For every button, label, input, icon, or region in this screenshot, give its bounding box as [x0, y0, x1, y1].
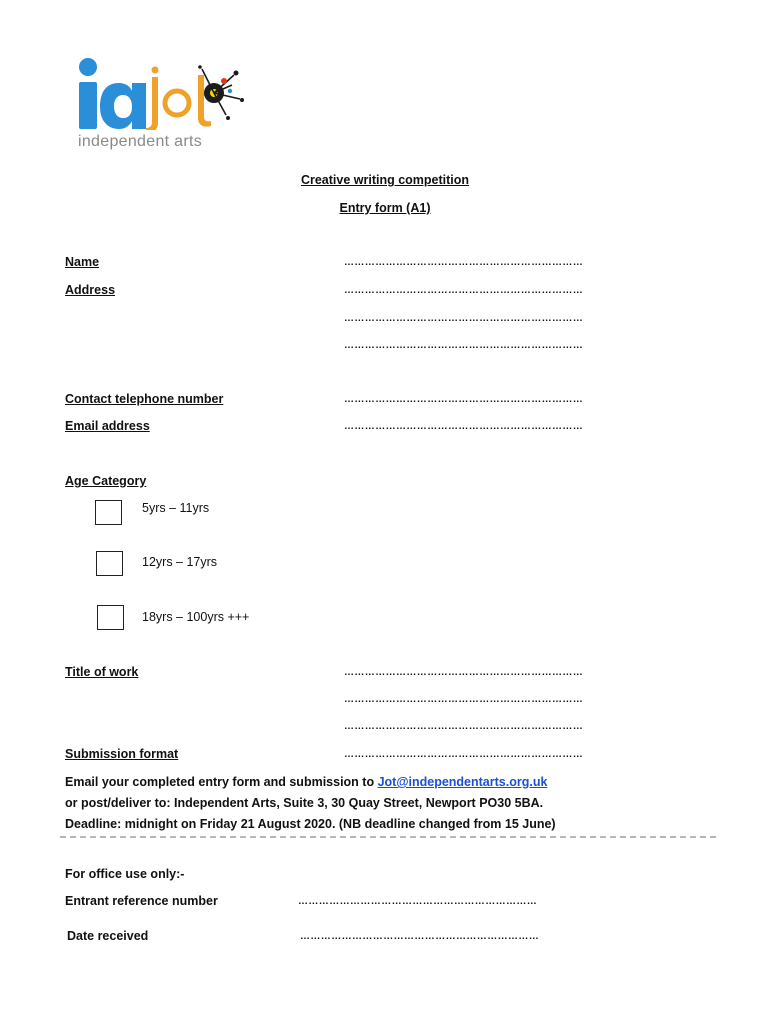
age-checkbox-12-17[interactable] — [96, 551, 123, 576]
age-checkbox-5-11[interactable] — [95, 500, 122, 525]
page-subtitle: Entry form (A1) — [339, 201, 431, 215]
title-fill-line-2[interactable]: …………………………………………………………… — [344, 694, 584, 705]
title-fill-line-3[interactable]: …………………………………………………………… — [344, 721, 584, 732]
ink-splat-icon — [198, 65, 244, 120]
address-label: Address — [65, 283, 116, 297]
page-title: Creative writing competition — [300, 173, 470, 187]
age-option-18-100: 18yrs – 100yrs +++ — [142, 610, 250, 624]
name-label: Name — [65, 255, 100, 269]
office-use-heading: For office use only:- — [65, 867, 185, 881]
name-fill-line[interactable]: …………………………………………………………… — [344, 257, 584, 268]
entrant-ref-label: Entrant reference number — [65, 894, 218, 908]
ia-jot-logo-mark — [74, 55, 249, 130]
phone-fill-line[interactable]: …………………………………………………………… — [344, 394, 584, 405]
entrant-ref-fill-line[interactable]: …………………………………………………………… — [298, 896, 538, 907]
instructions-line-2: or post/deliver to: Independent Arts, Suite 3, 30 Quay Street, Newport PO30 5BA. — [65, 796, 544, 810]
title-fill-line-1[interactable]: …………………………………………………………… — [344, 667, 584, 678]
format-fill-line[interactable]: …………………………………………………………… — [344, 749, 584, 760]
logo — [74, 55, 249, 155]
date-received-fill-line[interactable]: …………………………………………………………… — [300, 931, 540, 942]
address-fill-line-3[interactable]: …………………………………………………………… — [344, 340, 584, 351]
age-checkbox-18-100[interactable] — [97, 605, 124, 630]
date-received-label: Date received — [67, 929, 149, 943]
deadline-text: Deadline: midnight on Friday 21 August 2020. (NB deadline changed from 15 June) — [65, 817, 556, 831]
phone-label: Contact telephone number — [65, 392, 224, 406]
address-fill-line-2[interactable]: …………………………………………………………… — [344, 313, 584, 324]
age-option-12-17: 12yrs – 17yrs — [142, 555, 218, 569]
org-name: independent arts — [78, 133, 203, 150]
email-fill-line[interactable]: …………………………………………………………… — [344, 421, 584, 432]
cut-line-divider — [60, 836, 716, 838]
address-fill-line-1[interactable]: …………………………………………………………… — [344, 285, 584, 296]
instructions-line-1 — [65, 775, 547, 789]
age-option-5-11: 5yrs – 11yrs — [142, 501, 210, 515]
email-instruction-text: Email your completed entry form and submission to — [65, 775, 378, 789]
email-label: Email address — [65, 419, 150, 433]
submission-format-label: Submission format — [65, 747, 179, 761]
title-of-work-label: Title of work — [65, 665, 139, 679]
age-category-heading: Age Category — [65, 474, 147, 488]
contact-email-link[interactable]: Jot@independentarts.org.uk — [377, 775, 548, 789]
